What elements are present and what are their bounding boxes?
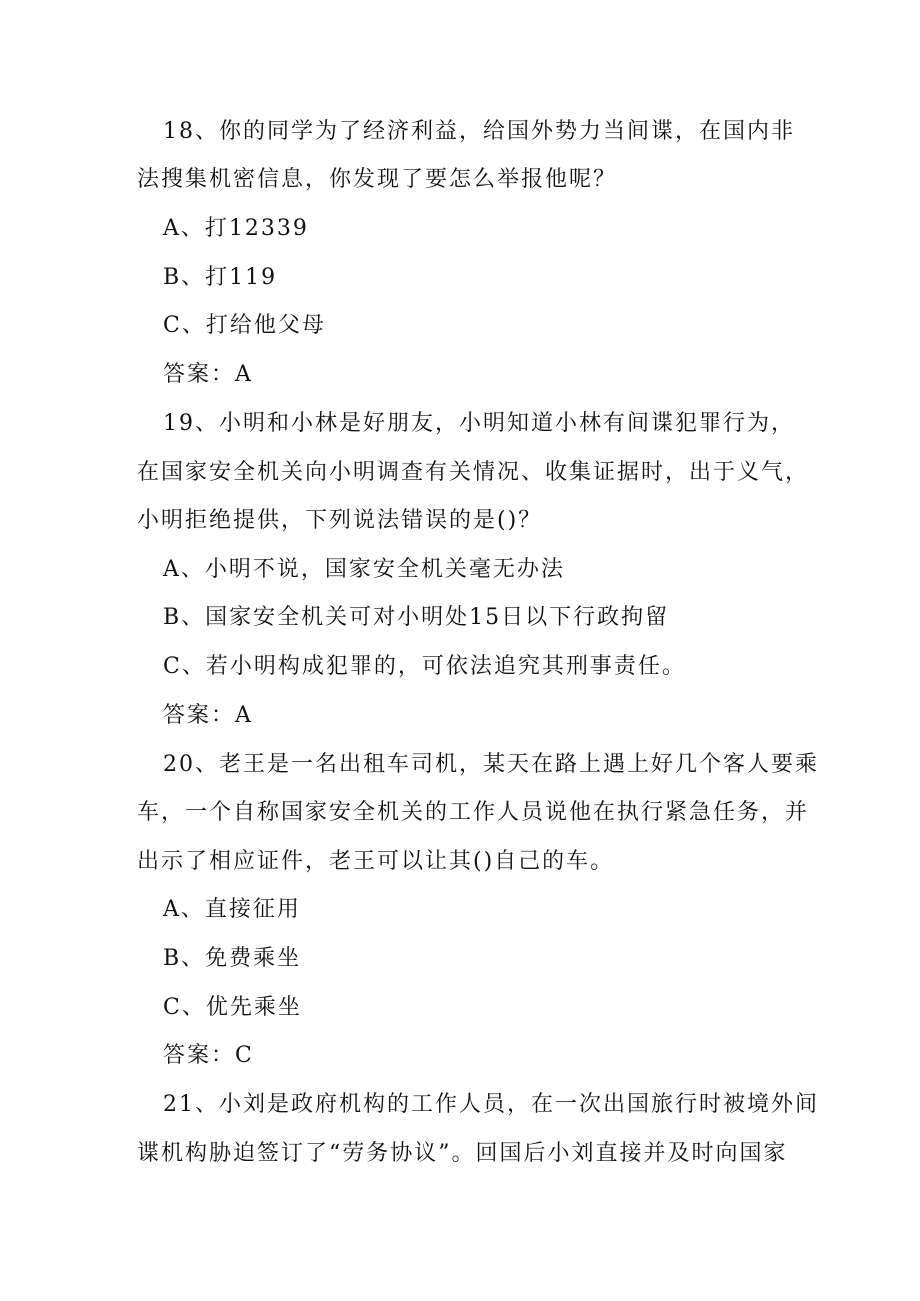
question-18-option-b: B、打119 — [163, 265, 278, 290]
question-20-line-3: 出示了相应证件，老王可以让其()自己的车。 — [137, 849, 615, 874]
question-19-line-2: 在国家安全机关向小明调查有关情况、收集证据时，出于义气， — [137, 460, 810, 485]
question-18-option-a: A、打12339 — [163, 216, 309, 241]
question-20-line-2: 车，一个自称国家安全机关的工作人员说他在执行紧急任务，并 — [137, 800, 810, 825]
question-20-line-1: 20、老王是一名出租车司机，某天在路上遇上好几个客人要乘 — [163, 752, 819, 777]
question-21-line-1: 21、小刘是政府机构的工作人员，在一次出国旅行时被境外间 — [163, 1092, 819, 1117]
question-19-option-c: C、若小明构成犯罪的，可依法追究其刑事责任。 — [163, 654, 686, 679]
question-19-line-1: 19、小明和小林是好朋友，小明知道小林有间谍犯罪行为， — [163, 411, 795, 436]
question-20-option-c: C、优先乘坐 — [163, 995, 302, 1020]
question-19-line-3: 小明拒绝提供，下列说法错误的是()？ — [137, 508, 543, 533]
question-20-option-b: B、免费乘坐 — [163, 946, 302, 971]
question-19-option-b: B、国家安全机关可对小明处15日以下行政拘留 — [163, 605, 670, 630]
question-18-line-2: 法搜集机密信息，你发现了要怎么举报他呢？ — [137, 167, 618, 192]
question-18-option-c: C、打给他父母 — [163, 313, 326, 338]
question-21-line-2: 谍机构胁迫签订了“劳务协议”。回国后小刘直接并及时向国家 — [137, 1141, 788, 1166]
question-19-answer: 答案：A — [163, 703, 253, 728]
question-18-line-1: 18、你的同学为了经济利益，给国外势力当间谍，在国内非 — [163, 119, 795, 144]
question-19-option-a: A、小明不说，国家安全机关毫无办法 — [163, 557, 565, 582]
question-20-answer: 答案：C — [163, 1043, 254, 1068]
question-20-option-a: A、直接征用 — [163, 897, 301, 922]
question-18-answer: 答案：A — [163, 362, 253, 387]
